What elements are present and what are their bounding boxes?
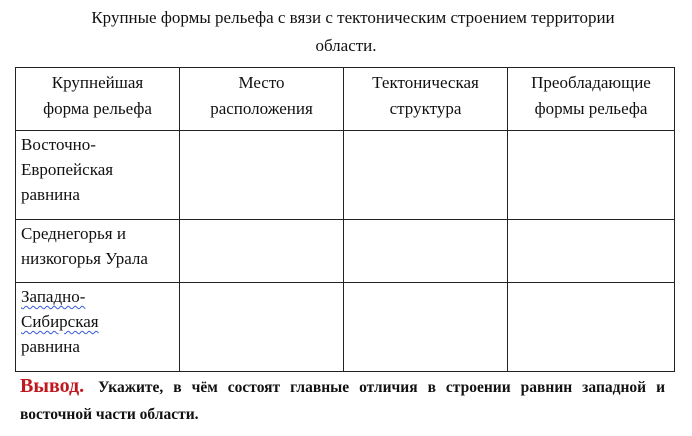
- row-label-east-european-plain: Восточно- Европейская равнина: [16, 131, 180, 220]
- page-title: [0, 4, 692, 60]
- table-cell-empty[interactable]: [508, 131, 675, 220]
- title-line-1: Крупные формы рельефа с вязи с тектоническим строением территории: [91, 8, 615, 27]
- table-row: [16, 220, 675, 283]
- table-header-row: [16, 68, 675, 131]
- header-cell-tectonic: Тектоническая структура: [344, 68, 508, 131]
- table-cell-empty[interactable]: [508, 220, 675, 283]
- row-label-west-siberian-plain: Западно- Сибирская равнина: [16, 283, 180, 372]
- row-label-ural-mountains: Среднегорья и низкогорья Урала: [16, 220, 180, 283]
- table-row: [16, 131, 675, 220]
- table-cell-empty[interactable]: [344, 131, 508, 220]
- table-cell-empty[interactable]: [180, 220, 344, 283]
- table-cell-empty[interactable]: [508, 283, 675, 372]
- table-cell-empty[interactable]: [180, 283, 344, 372]
- relief-table: [15, 67, 675, 372]
- table-row: [16, 283, 675, 372]
- table-cell-empty[interactable]: [180, 131, 344, 220]
- header-cell-prevailing-forms: Преобладающие формы рельефа: [508, 68, 675, 131]
- conclusion-text: Укажите, в чём состоят главные отличия в строении равнин западной и восточной части области.: [20, 379, 666, 423]
- conclusion-paragraph: [20, 373, 665, 428]
- table-cell-empty[interactable]: [344, 220, 508, 283]
- header-cell-location: Место расположения: [180, 68, 344, 131]
- conclusion-label: Вывод.: [20, 375, 85, 397]
- title-line-2: области.: [315, 36, 377, 55]
- header-cell-relief-form: Крупнейшая форма рельефа: [16, 68, 180, 131]
- table-cell-empty[interactable]: [344, 283, 508, 372]
